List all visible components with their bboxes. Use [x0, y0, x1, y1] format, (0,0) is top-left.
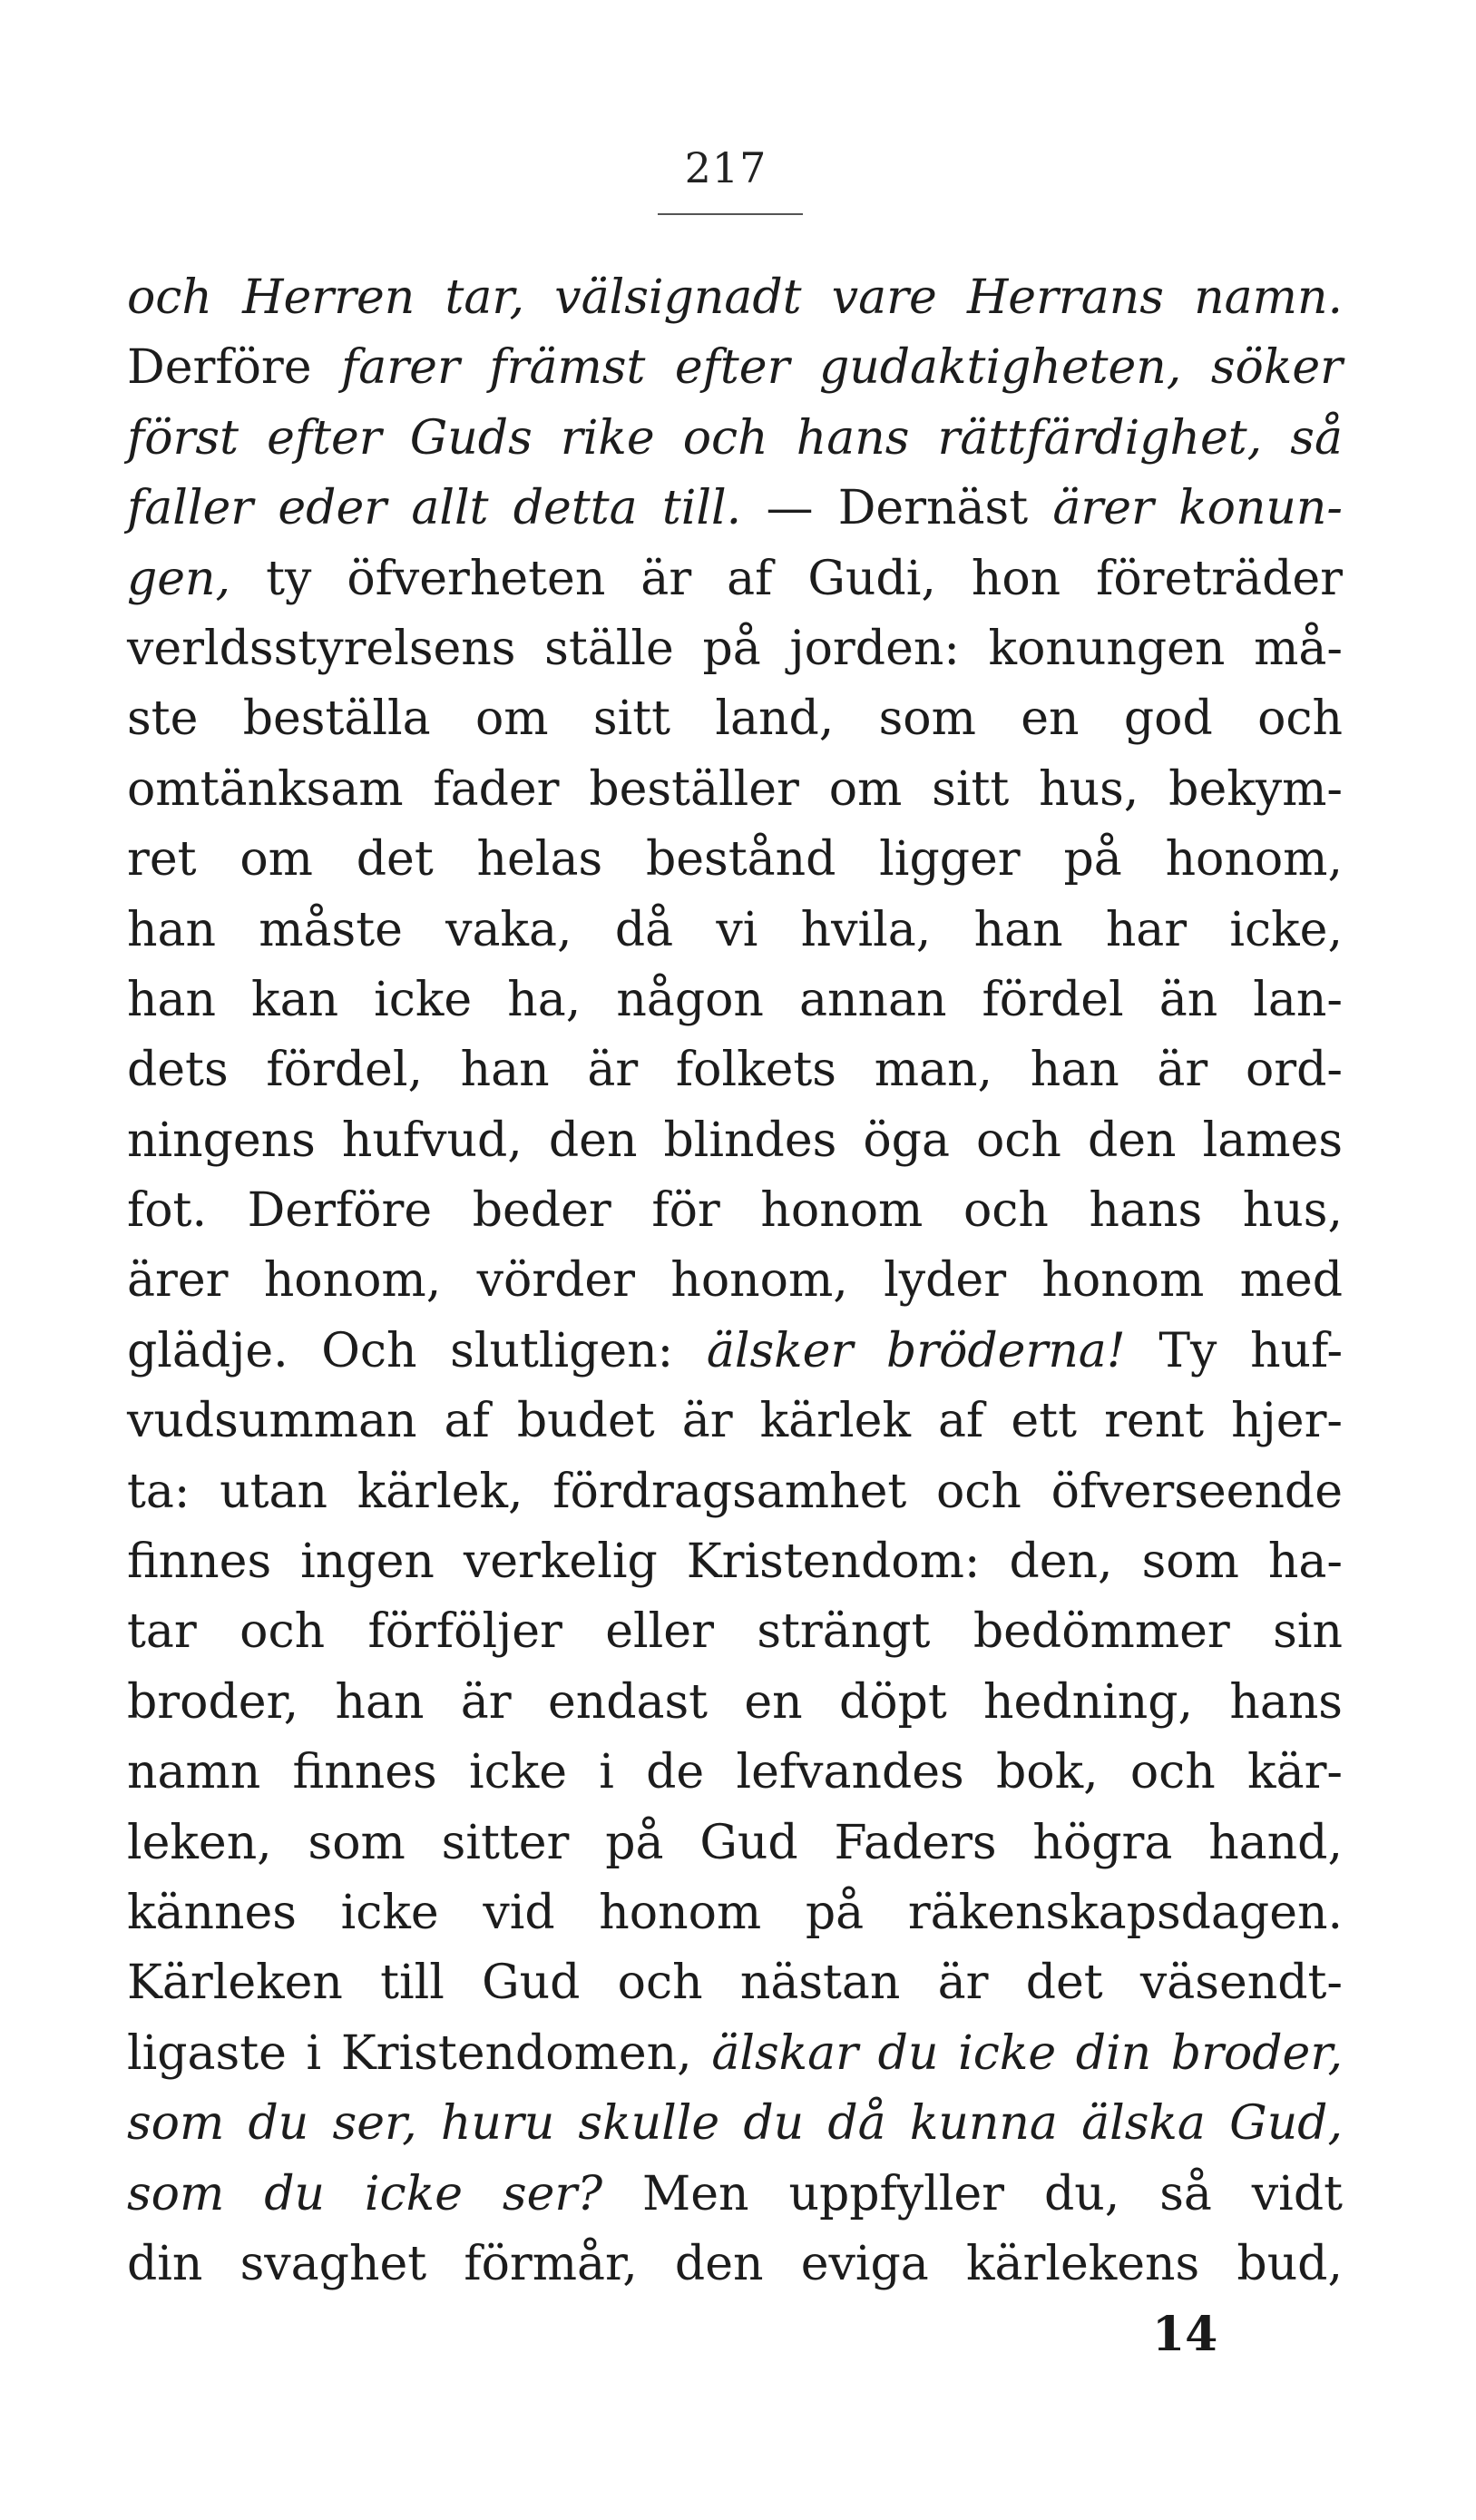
text-line	[127, 684, 1343, 754]
text-segment: ta: utan kärlek, fördragsamhet och öfverseende	[127, 1464, 1343, 1519]
text-segment: han kan icke ha, någon annan fördel än lan-	[127, 972, 1343, 1027]
italic-text-segment: farer främst efter gudaktigheten, söker	[341, 340, 1343, 396]
text-line	[127, 1809, 1343, 1878]
text-line	[127, 1597, 1343, 1667]
text-line	[127, 2019, 1343, 2089]
italic-text-segment: som du icke ser?	[127, 2166, 603, 2221]
italic-text-segment: som du ser, huru skulle du då kunna älska Gud,	[127, 2096, 1343, 2152]
text-line	[127, 1387, 1343, 1456]
text-line	[127, 544, 1343, 614]
text-segment: vudsumman af budet är kärlek af ett rent hjer-	[127, 1394, 1343, 1449]
text-segment: kännes icke vid honom på räkenskapsdagen.	[127, 1885, 1343, 1940]
text-segment: ningens hufvud, den blindes öga och den lames	[127, 1113, 1343, 1168]
text-line	[127, 755, 1343, 825]
text-line	[127, 1668, 1343, 1738]
text-segment: Kärleken till Gud och nästan är det väsendt-	[127, 1956, 1343, 2011]
text-line	[127, 614, 1343, 684]
text-segment: din svaghet förmår, den eviga kärlekens bud,	[127, 2236, 1343, 2291]
italic-text-segment: älskar du icke din broder,	[711, 2025, 1343, 2081]
text-line	[127, 263, 1343, 333]
text-line	[127, 1035, 1343, 1105]
page-number: 217	[684, 143, 767, 192]
text-segment: han måste vaka, då vi hvila, han har icke,	[127, 902, 1343, 957]
page-number-rule	[658, 213, 803, 215]
text-segment: ret om det helas bestånd ligger på honom,	[127, 832, 1343, 887]
text-line	[127, 1878, 1343, 1948]
text-segment: — Dernäst	[741, 481, 1053, 536]
text-segment: Derföre	[127, 340, 342, 396]
text-line	[127, 1527, 1343, 1597]
text-segment: verldsstyrelsens ställe på jorden: konungen må-	[127, 621, 1343, 676]
text-line	[127, 2230, 1343, 2299]
italic-text-segment: och Herren tar, välsignadt vare Herrans namn.	[127, 270, 1343, 325]
text-segment: Ty huf-	[1125, 1323, 1344, 1378]
text-segment: broder, han är endast en döpt hedning, hans	[127, 1674, 1343, 1730]
text-line	[127, 1738, 1343, 1808]
text-segment: ligaste i Kristendomen,	[127, 2025, 712, 2081]
text-segment: ty öfverheten är af Gudi, hon företräder	[230, 551, 1343, 606]
text-line	[127, 404, 1343, 474]
text-line	[127, 1948, 1343, 2018]
italic-text-segment: älsker bröderna!	[706, 1323, 1126, 1378]
italic-text-segment: faller eder allt detta till.	[127, 481, 742, 536]
text-segment: ste beställa om sitt land, som en god och	[127, 691, 1343, 747]
text-segment: omtänksam fader beställer om sitt hus, bekym-	[127, 761, 1343, 817]
text-line	[127, 966, 1343, 1035]
text-line	[127, 896, 1343, 966]
text-line	[127, 333, 1343, 403]
text-segment: Men uppfyller du, så vidt	[602, 2166, 1343, 2221]
text-segment: leken, som sitter på Gud Faders högra hand,	[127, 1815, 1343, 1870]
text-line	[127, 2089, 1343, 2159]
italic-text-segment: först efter Guds rike och hans rättfärdighet, så	[127, 410, 1343, 466]
text-line	[127, 2160, 1343, 2230]
text-line	[127, 1176, 1343, 1246]
text-segment: finnes ingen verkelig Kristendom: den, som ha-	[127, 1535, 1343, 1590]
text-line	[127, 1317, 1343, 1387]
text-segment: fot. Derföre beder för honom och hans hus,	[127, 1183, 1343, 1239]
text-line	[127, 474, 1343, 544]
text-segment: dets fördel, han är folkets man, han är ord-	[127, 1043, 1343, 1098]
printer-signature-mark: 14	[1152, 2307, 1218, 2362]
italic-text-segment: gen,	[127, 551, 231, 606]
text-line	[127, 1246, 1343, 1316]
body-text	[127, 263, 1343, 2299]
text-line	[127, 1106, 1343, 1176]
text-segment: namn finnes icke i de lefvandes bok, och kär-	[127, 1745, 1343, 1800]
text-segment: ärer honom, vörder honom, lyder honom med	[127, 1253, 1343, 1309]
text-line	[127, 1457, 1343, 1527]
italic-text-segment: ärer konun-	[1052, 481, 1343, 536]
text-line	[127, 825, 1343, 895]
text-segment: tar och förföljer eller strängt bedömmer sin	[127, 1604, 1343, 1660]
text-segment: glädje. Och slutligen:	[127, 1323, 707, 1378]
